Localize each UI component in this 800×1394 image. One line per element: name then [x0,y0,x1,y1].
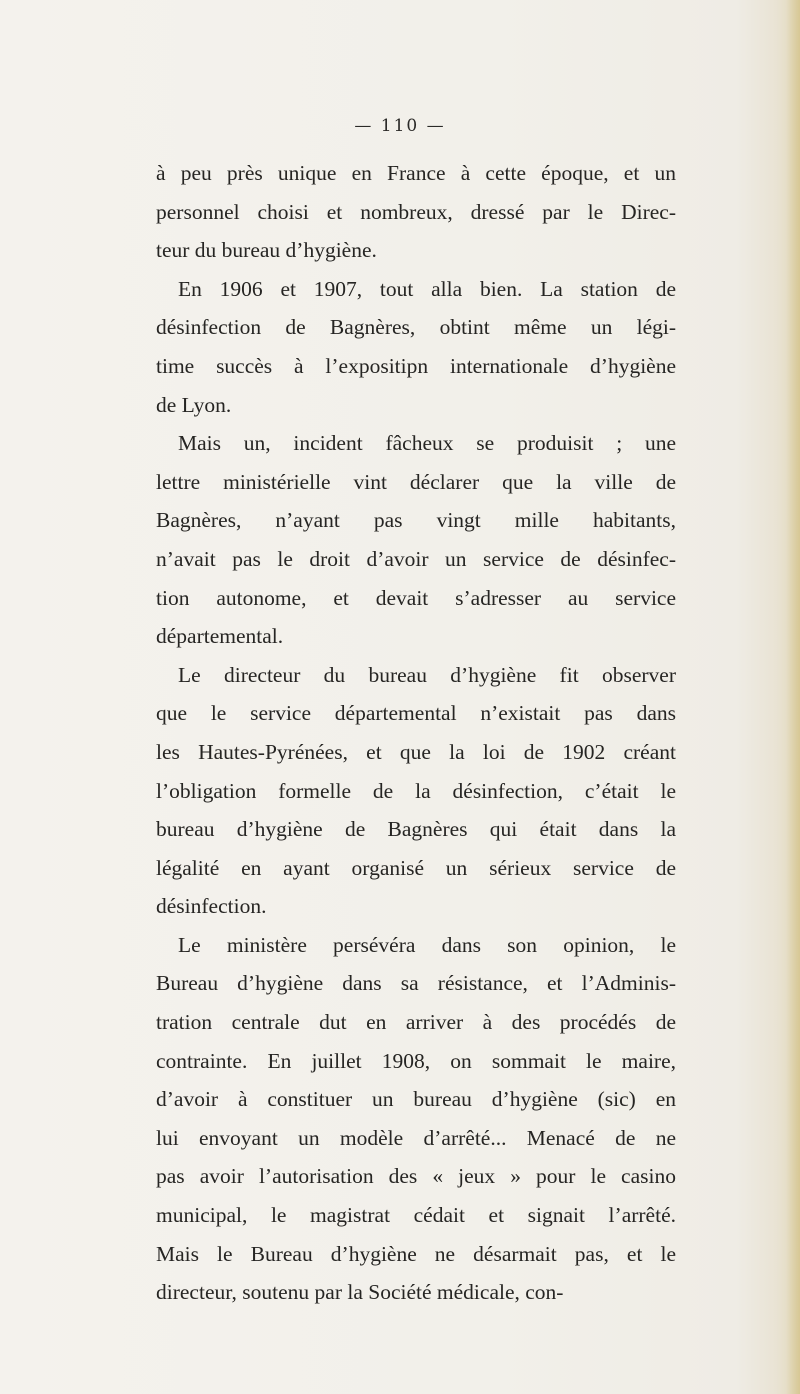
text-line: Bagnères, n’ayant pas vingt mille habitants, [156,508,676,533]
page-edge-stain [786,0,800,1394]
text-line: à peu près unique en France à cette époque, et un [156,161,676,185]
text-line: tion autonome, et devait s’adresser au service [156,585,676,610]
paragraph [156,926,676,1312]
text-line: de Lyon. [156,392,232,417]
text-line: l’obligation formelle de la désinfection, c’était le [156,778,676,803]
paragraph [156,424,676,656]
text-line: d’avoir à constituer un bureau d’hygiène (sic) en [156,1087,676,1112]
paragraph [156,154,676,270]
text-line: Mais le Bureau d’hygiène ne désarmait pas, et le [156,1241,676,1266]
text-line: tration centrale dut en arriver à des procédés de [156,1010,676,1035]
text-line: contrainte. En juillet 1908, on sommait le maire, [156,1048,676,1073]
text-line: Bureau d’hygiène dans sa résistance, et l’Adminis- [156,971,676,996]
text-line: désinfection de Bagnères, obtint même un légi- [156,315,676,340]
text-line: n’avait pas le droit d’avoir un service de désinfec- [156,546,676,571]
text-line: teur du bureau d’hygiène. [156,238,377,263]
text-line: Le directeur du bureau d’hygiène fit observer [178,662,676,687]
text-line: Le ministère persévéra dans son opinion, le [178,932,676,957]
text-line: Mais un, incident fâcheux se produisit ; une [178,431,676,456]
paragraph [156,270,676,424]
text-line: légalité en ayant organisé un sérieux service de [156,855,676,880]
text-line: lettre ministérielle vint déclarer que la ville de [156,469,676,494]
text-line: pas avoir l’autorisation des « jeux » pour le casino [156,1164,676,1189]
text-line: que le service départemental n’existait pas dans [156,701,676,726]
text-line: time succès à l’expositipn internationale d’hygiène [156,353,676,378]
text-line: personnel choisi et nombreux, dressé par le Direc- [156,199,676,224]
body-text [156,154,676,1312]
text-line: directeur, soutenu par la Société médicale, con- [156,1280,564,1305]
text-line: les Hautes-Pyrénées, et que la loi de 1902 créant [156,739,676,764]
text-line: désinfection. [156,894,267,919]
paragraph [156,656,676,926]
page-number: — 110 — [354,116,446,136]
text-line: bureau d’hygiène de Bagnères qui était dans la [156,817,676,842]
text-line: En 1906 et 1907, tout alla bien. La station de [178,276,676,301]
text-line: lui envoyant un modèle d’arrêté... Menacé de ne [156,1125,676,1150]
text-line: départemental. [156,624,284,649]
text-line: municipal, le magistrat cédait et signait l’arrêté. [156,1203,676,1228]
